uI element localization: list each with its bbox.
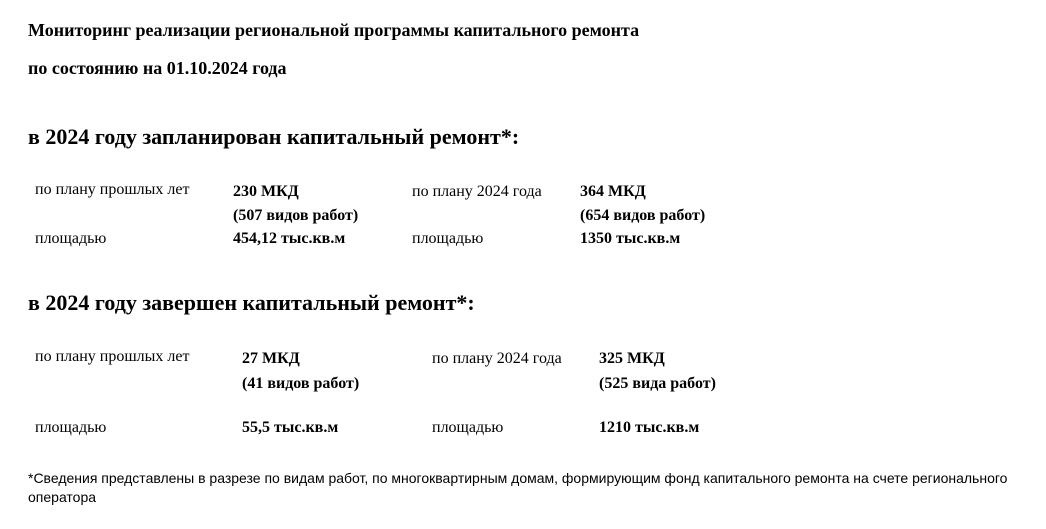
completed-cur-label: по плану 2024 года: [432, 350, 562, 367]
planned-cur-works: (654 видов работ): [580, 207, 706, 224]
planned-cur-area: 1350 тыс.кв.м: [580, 230, 681, 247]
completed-cur-area: 1210 тыс.кв.м: [599, 419, 700, 436]
completed-cur-works: (525 вида работ): [599, 375, 716, 392]
completed-cur-area-label: площадью: [432, 419, 504, 436]
completed-prev-count: 27 МКД: [242, 350, 300, 367]
completed-prev-label: по плану прошлых лет: [35, 348, 190, 365]
page-title-line1: Мониторинг реализации региональной программы капитального ремонта: [28, 20, 640, 40]
planned-heading: в 2024 году запланирован капитальный ремонт*:: [28, 124, 520, 149]
completed-prev-works: (41 видов работ): [242, 375, 360, 392]
planned-prev-works: (507 видов работ): [233, 207, 359, 224]
planned-cur-area-label: площадью: [412, 230, 484, 247]
completed-prev-area-label: площадью: [35, 419, 107, 436]
footnote: *Сведения представлены в разрезе по видам работ, по многоквартирным домам, формирующим фонд капитального ремонта на счете регионального оператора: [28, 470, 1008, 505]
planned-cur-count: 364 МКД: [580, 183, 646, 200]
page-title-line2: по состоянию на 01.10.2024 года: [28, 58, 287, 78]
completed-prev-area: 55,5 тыс.кв.м: [242, 419, 339, 436]
planned-cur-label: по плану 2024 года: [412, 183, 542, 200]
planned-prev-count: 230 МКД: [233, 183, 299, 200]
completed-heading: в 2024 году завершен капитальный ремонт*:: [28, 290, 475, 315]
planned-prev-area: 454,12 тыс.кв.м: [233, 230, 346, 247]
planned-prev-area-label: площадью: [35, 230, 107, 247]
planned-prev-label: по плану прошлых лет: [35, 181, 190, 198]
completed-cur-count: 325 МКД: [599, 350, 665, 367]
